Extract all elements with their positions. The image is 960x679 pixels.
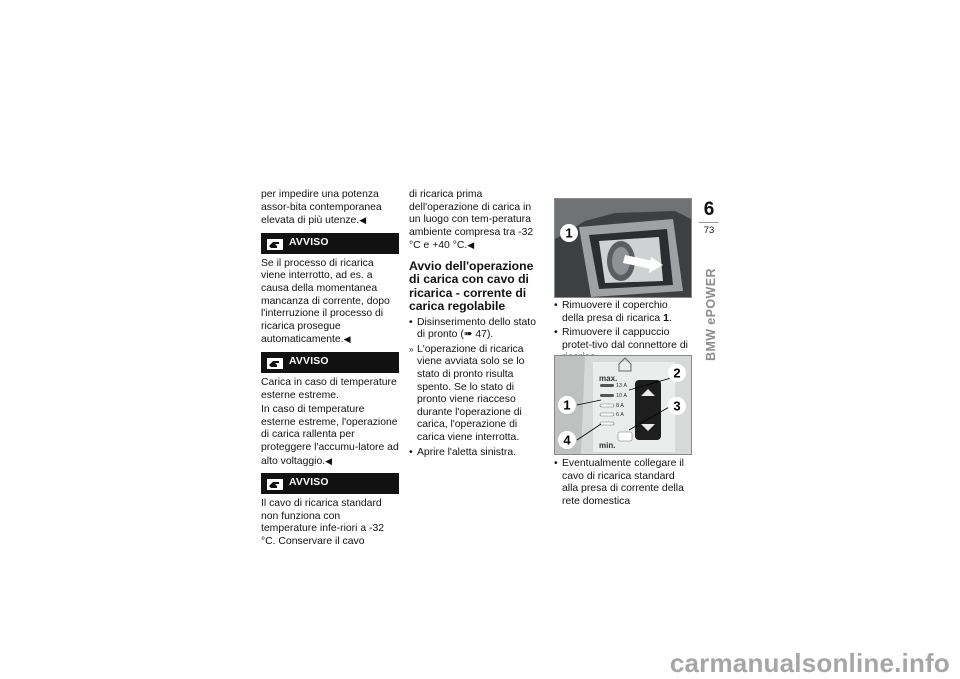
callout-3: 3 (673, 398, 681, 414)
divider (699, 222, 719, 223)
callout-4: 4 (563, 432, 571, 448)
end-mark: ◀ (359, 215, 367, 226)
warning-label: AVVISO (289, 356, 329, 368)
min-label: min. (599, 441, 616, 450)
text-column-3-bottom (554, 458, 690, 510)
warning-hand-icon (267, 237, 283, 250)
level-label: 13 A (616, 383, 628, 389)
chapter-marker (696, 199, 722, 236)
bullet-item: • Disinserimento dello stato di pronto (➠ 47). (409, 316, 536, 341)
plug-icon (618, 432, 632, 441)
continued-paragraph: di ricarica prima dell'operazione di carica in un luogo con tem-peratura ambiente compresa tra -32 °C e +40 °C.◀ (409, 189, 534, 252)
bullet-item: • Aprire l'aletta sinistra. (409, 446, 517, 458)
end-mark: ◀ (343, 334, 351, 345)
warning-banner (261, 473, 399, 494)
charge-current-selector-photo (554, 355, 692, 455)
level-label: 10 A (616, 393, 628, 399)
charging-socket-photo (554, 198, 692, 298)
warning-hand-icon (267, 477, 283, 490)
max-label: max. (599, 374, 618, 383)
charging-socket-illustration (555, 199, 691, 297)
warning-label: AVVISO (289, 236, 329, 248)
text-column-1 (261, 189, 399, 550)
warning-hand-icon (267, 356, 283, 369)
level-label: 6 A (616, 412, 624, 418)
end-mark: ◀ (325, 455, 333, 466)
page-ref-arrow-icon: ➠ (463, 329, 473, 341)
callout-1: 1 (563, 397, 571, 413)
intro-paragraph: per impedire una potenza assor-bita contemporanea elevata di più utenze.◀ (261, 189, 382, 227)
warning-label: AVVISO (289, 477, 329, 489)
warning-text: Il cavo di ricarica standard non funziona con temperature infe-riori a -32 °C. Conservare il cavo (261, 498, 385, 547)
side-title: BMW ePOWER (704, 268, 718, 361)
charge-current-illustration (555, 356, 691, 454)
warning-banner (261, 352, 399, 373)
page-number: 73 (703, 225, 715, 236)
warning-text: Se il processo di ricarica viene interrotto, ad es. a causa della momentanea mancanza di corrente, dopo l'interruzione il processo di ricarica prosegue automaticamente.◀ (261, 257, 390, 346)
bullet-marker: • (554, 327, 558, 339)
section-heading: Avvio dell'operazione di carica con cavo di ricarica - corrente di carica regolabile (409, 258, 534, 314)
callout-1: 1 (565, 225, 573, 241)
chapter-number: 6 (703, 199, 715, 220)
watermark: carmanualsonline.info (669, 648, 950, 678)
bullet-item: • Rimuovere il coperchio della presa di ricarica 1. (554, 300, 672, 324)
warning-text: In caso di temperature esterne estreme, l'operazione di carica rallenta per proteggere l'accumu-latore ad alto voltaggio.◀ (261, 404, 399, 467)
callout-2: 2 (673, 365, 681, 381)
bullet-item: • Rimuovere il cappuccio protet-tivo dal connettore di (554, 327, 688, 351)
end-mark: ◀ (467, 240, 475, 251)
bullet-marker: • (409, 446, 413, 458)
bullet-marker: • (554, 300, 558, 311)
result-marker: » (409, 344, 414, 354)
bullet-item: • Eventualmente collegare il cavo di ricarica standard alla presa di corrente della rete domestica (554, 458, 684, 507)
warning-banner (261, 233, 399, 254)
bullet-marker: • (554, 458, 558, 469)
result-item: » L'operazione di ricarica viene avviata solo se lo stato di pronto risulta spento. Se lo stato di pronto viene riacceso durante l'operazione di carica, l'operazione di carica viene interrotta. (409, 343, 525, 443)
warning-text: Carica in caso di temperature esterne estreme. (261, 376, 397, 401)
bullet-marker: • (409, 316, 413, 328)
level-label: 8 A (616, 403, 624, 409)
text-column-2 (409, 189, 539, 461)
